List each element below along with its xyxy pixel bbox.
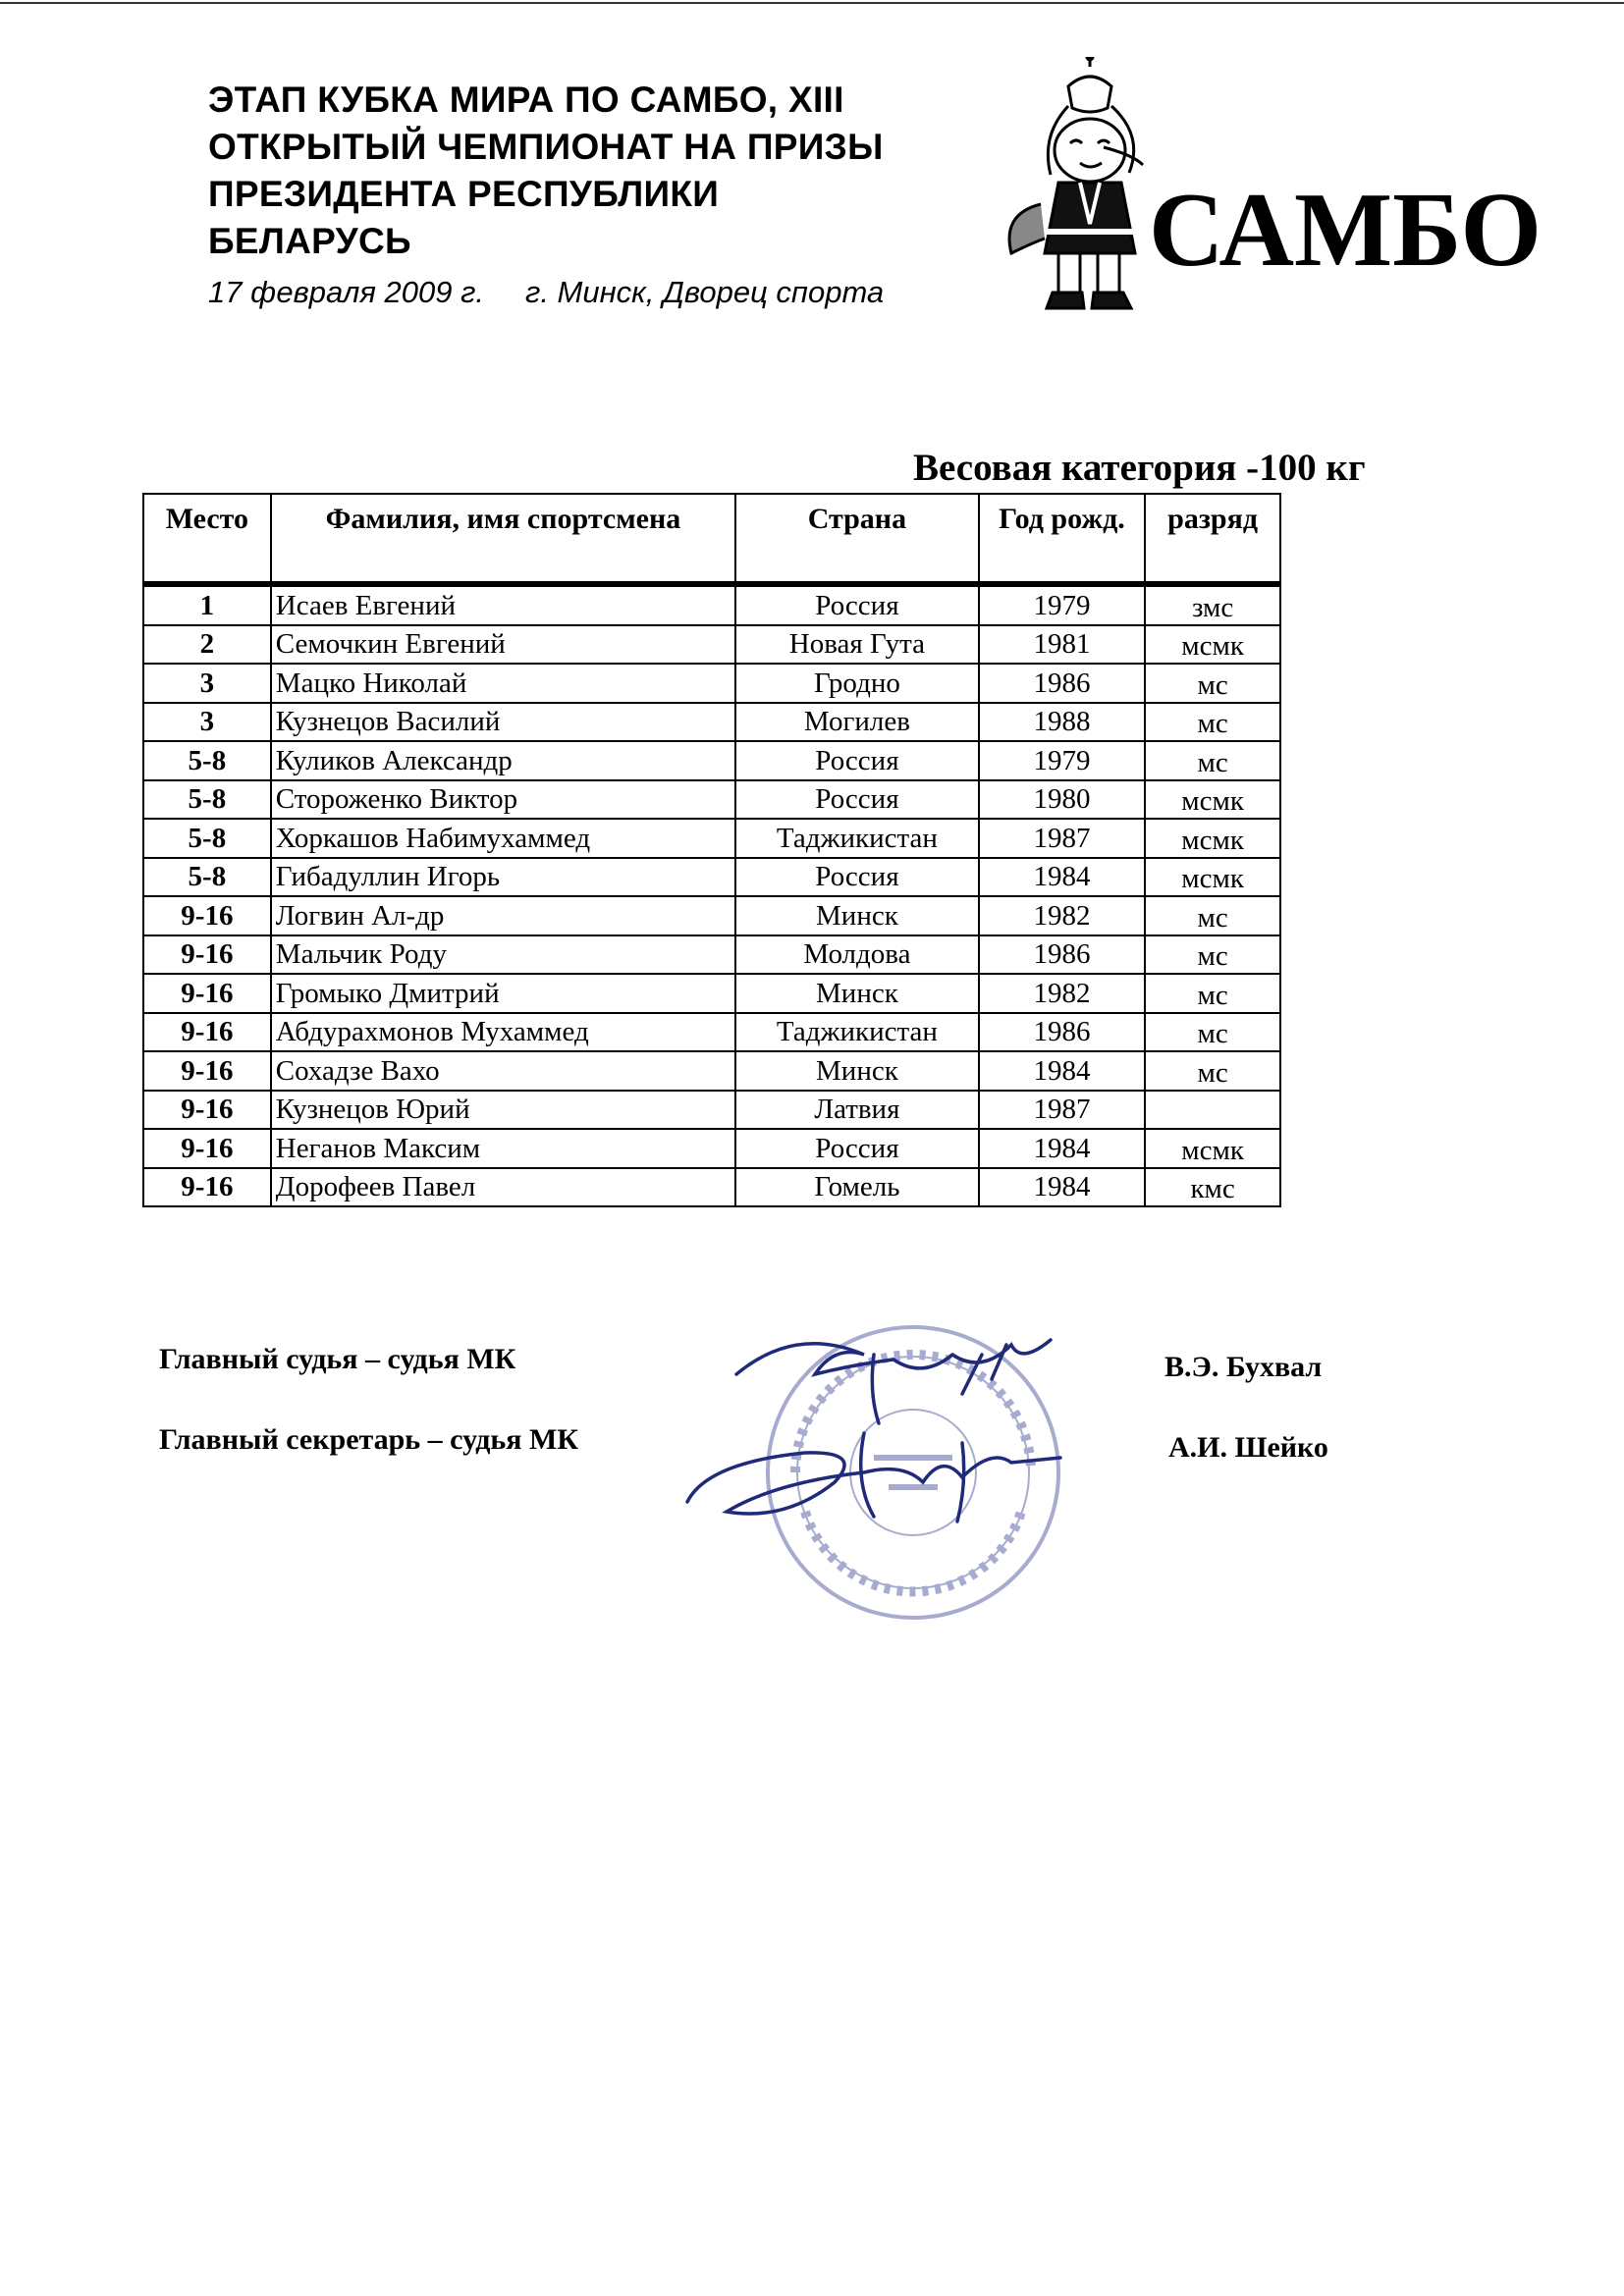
name-cell: Логвин Ал-др — [271, 896, 735, 935]
place-cell: 9-16 — [143, 896, 271, 935]
top-border-line — [0, 2, 1624, 4]
country-cell: Россия — [735, 1129, 979, 1168]
column-header-name: Фамилия, имя спортсмена — [271, 494, 735, 584]
rank-cell: мс — [1145, 1013, 1280, 1052]
rank-cell: мс — [1145, 1051, 1280, 1091]
place-cell: 5-8 — [143, 780, 271, 820]
country-cell: Гродно — [735, 664, 979, 703]
place-cell: 3 — [143, 664, 271, 703]
name-cell: Мацко Николай — [271, 664, 735, 703]
table-row — [143, 1051, 1280, 1091]
name-cell: Абдурахмонов Мухаммед — [271, 1013, 735, 1052]
name-cell: Исаев Евгений — [271, 584, 735, 625]
column-header-rank: разряд — [1145, 494, 1280, 584]
country-cell: Россия — [735, 741, 979, 780]
sambo-logo-text: САМБО — [1149, 172, 1542, 289]
name-cell: Громыко Дмитрий — [271, 974, 735, 1013]
year-cell: 1982 — [979, 974, 1145, 1013]
rank-cell — [1145, 1091, 1280, 1130]
sambo-logo — [982, 57, 1571, 322]
rank-cell: змс — [1145, 584, 1280, 625]
chief-secretary-name: А.И. Шейко — [1168, 1431, 1328, 1464]
place-cell: 9-16 — [143, 1129, 271, 1168]
name-cell: Неганов Максим — [271, 1129, 735, 1168]
place-cell: 9-16 — [143, 1091, 271, 1130]
year-cell: 1984 — [979, 1168, 1145, 1207]
rank-cell: кмс — [1145, 1168, 1280, 1207]
year-cell: 1986 — [979, 1013, 1145, 1052]
name-cell: Кузнецов Василий — [271, 703, 735, 742]
column-header-year: Год рожд. — [979, 494, 1145, 584]
name-cell: Кузнецов Юрий — [271, 1091, 735, 1130]
title-line-3: ПРЕЗИДЕНТА РЕСПУБЛИКИ — [208, 174, 720, 214]
year-cell: 1987 — [979, 819, 1145, 858]
year-cell: 1984 — [979, 858, 1145, 897]
event-date: 17 февраля 2009 г. — [208, 275, 485, 309]
year-cell: 1979 — [979, 584, 1145, 625]
year-cell: 1984 — [979, 1051, 1145, 1091]
title-line-4: БЕЛАРУСЬ — [208, 221, 411, 261]
handwritten-signatures-icon — [687, 1340, 1060, 1522]
place-cell: 9-16 — [143, 974, 271, 1013]
country-cell: Гомель — [735, 1168, 979, 1207]
country-cell: Новая Гута — [735, 625, 979, 665]
table-row — [143, 741, 1280, 780]
table-row — [143, 935, 1280, 975]
chief-judge-label: Главный судья – судья МК — [159, 1343, 516, 1375]
document-header — [208, 77, 994, 310]
place-cell: 5-8 — [143, 741, 271, 780]
rank-cell: мс — [1145, 664, 1280, 703]
year-cell: 1988 — [979, 703, 1145, 742]
rank-cell: мсмк — [1145, 819, 1280, 858]
name-cell: Стороженко Виктор — [271, 780, 735, 820]
table-row — [143, 625, 1280, 665]
place-cell: 9-16 — [143, 1168, 271, 1207]
country-cell: Россия — [735, 858, 979, 897]
year-cell: 1979 — [979, 741, 1145, 780]
place-cell: 3 — [143, 703, 271, 742]
table-row — [143, 858, 1280, 897]
table-row — [143, 703, 1280, 742]
chief-secretary-label: Главный секретарь – судья МК — [159, 1423, 579, 1456]
column-header-country: Страна — [735, 494, 979, 584]
table-row — [143, 1013, 1280, 1052]
table-row — [143, 664, 1280, 703]
place-cell: 5-8 — [143, 819, 271, 858]
year-cell: 1984 — [979, 1129, 1145, 1168]
table-row — [143, 974, 1280, 1013]
name-cell: Куликов Александр — [271, 741, 735, 780]
country-cell: Таджикистан — [735, 1013, 979, 1052]
event-date-venue — [208, 275, 994, 310]
title-line-1: ЭТАП КУБКА МИРА ПО САМБО, XIII — [208, 80, 844, 120]
weight-category: Весовая категория -100 кг — [913, 447, 1366, 489]
rank-cell: мс — [1145, 741, 1280, 780]
table-row — [143, 584, 1280, 625]
table-row — [143, 1129, 1280, 1168]
year-cell: 1986 — [979, 664, 1145, 703]
title-line-2: ОТКРЫТЫЙ ЧЕМПИОНАТ НА ПРИЗЫ — [208, 127, 884, 167]
place-cell: 9-16 — [143, 1013, 271, 1052]
results-table-body — [143, 584, 1280, 1206]
round-stamp-icon — [768, 1327, 1058, 1618]
rank-cell: мс — [1145, 974, 1280, 1013]
country-cell: Молдова — [735, 935, 979, 975]
name-cell: Гибадуллин Игорь — [271, 858, 735, 897]
year-cell: 1981 — [979, 625, 1145, 665]
table-row — [143, 780, 1280, 820]
year-cell: 1986 — [979, 935, 1145, 975]
rank-cell: мсмк — [1145, 858, 1280, 897]
chief-judge-name: В.Э. Бухвал — [1164, 1351, 1323, 1383]
rank-cell: мсмк — [1145, 625, 1280, 665]
table-header-row — [143, 494, 1280, 584]
name-cell: Хоркашов Набимухаммед — [271, 819, 735, 858]
country-cell: Минск — [735, 1051, 979, 1091]
table-row — [143, 1168, 1280, 1207]
year-cell: 1980 — [979, 780, 1145, 820]
year-cell: 1982 — [979, 896, 1145, 935]
name-cell: Сохадзе Вахо — [271, 1051, 735, 1091]
rank-cell: мс — [1145, 703, 1280, 742]
country-cell: Россия — [735, 780, 979, 820]
country-cell: Латвия — [735, 1091, 979, 1130]
rank-cell: мс — [1145, 935, 1280, 975]
official-stamp — [668, 1286, 1090, 1620]
name-cell: Семочкин Евгений — [271, 625, 735, 665]
rank-cell: мсмк — [1145, 1129, 1280, 1168]
results-table — [142, 493, 1281, 1207]
rank-cell: мс — [1145, 896, 1280, 935]
name-cell: Дорофеев Павел — [271, 1168, 735, 1207]
name-cell: Мальчик Роду — [271, 935, 735, 975]
table-row — [143, 819, 1280, 858]
place-cell: 9-16 — [143, 935, 271, 975]
place-cell: 1 — [143, 584, 271, 625]
table-row — [143, 896, 1280, 935]
place-cell: 9-16 — [143, 1051, 271, 1091]
country-cell: Минск — [735, 974, 979, 1013]
country-cell: Могилев — [735, 703, 979, 742]
country-cell: Россия — [735, 584, 979, 625]
rank-cell: мсмк — [1145, 780, 1280, 820]
table-row — [143, 1091, 1280, 1130]
country-cell: Таджикистан — [735, 819, 979, 858]
place-cell: 2 — [143, 625, 271, 665]
country-cell: Минск — [735, 896, 979, 935]
year-cell: 1987 — [979, 1091, 1145, 1130]
column-header-place: Место — [143, 494, 271, 584]
sambo-wrestler-mascot-icon — [1009, 57, 1143, 308]
event-venue: г. Минск, Дворец спорта — [525, 275, 885, 309]
place-cell: 5-8 — [143, 858, 271, 897]
